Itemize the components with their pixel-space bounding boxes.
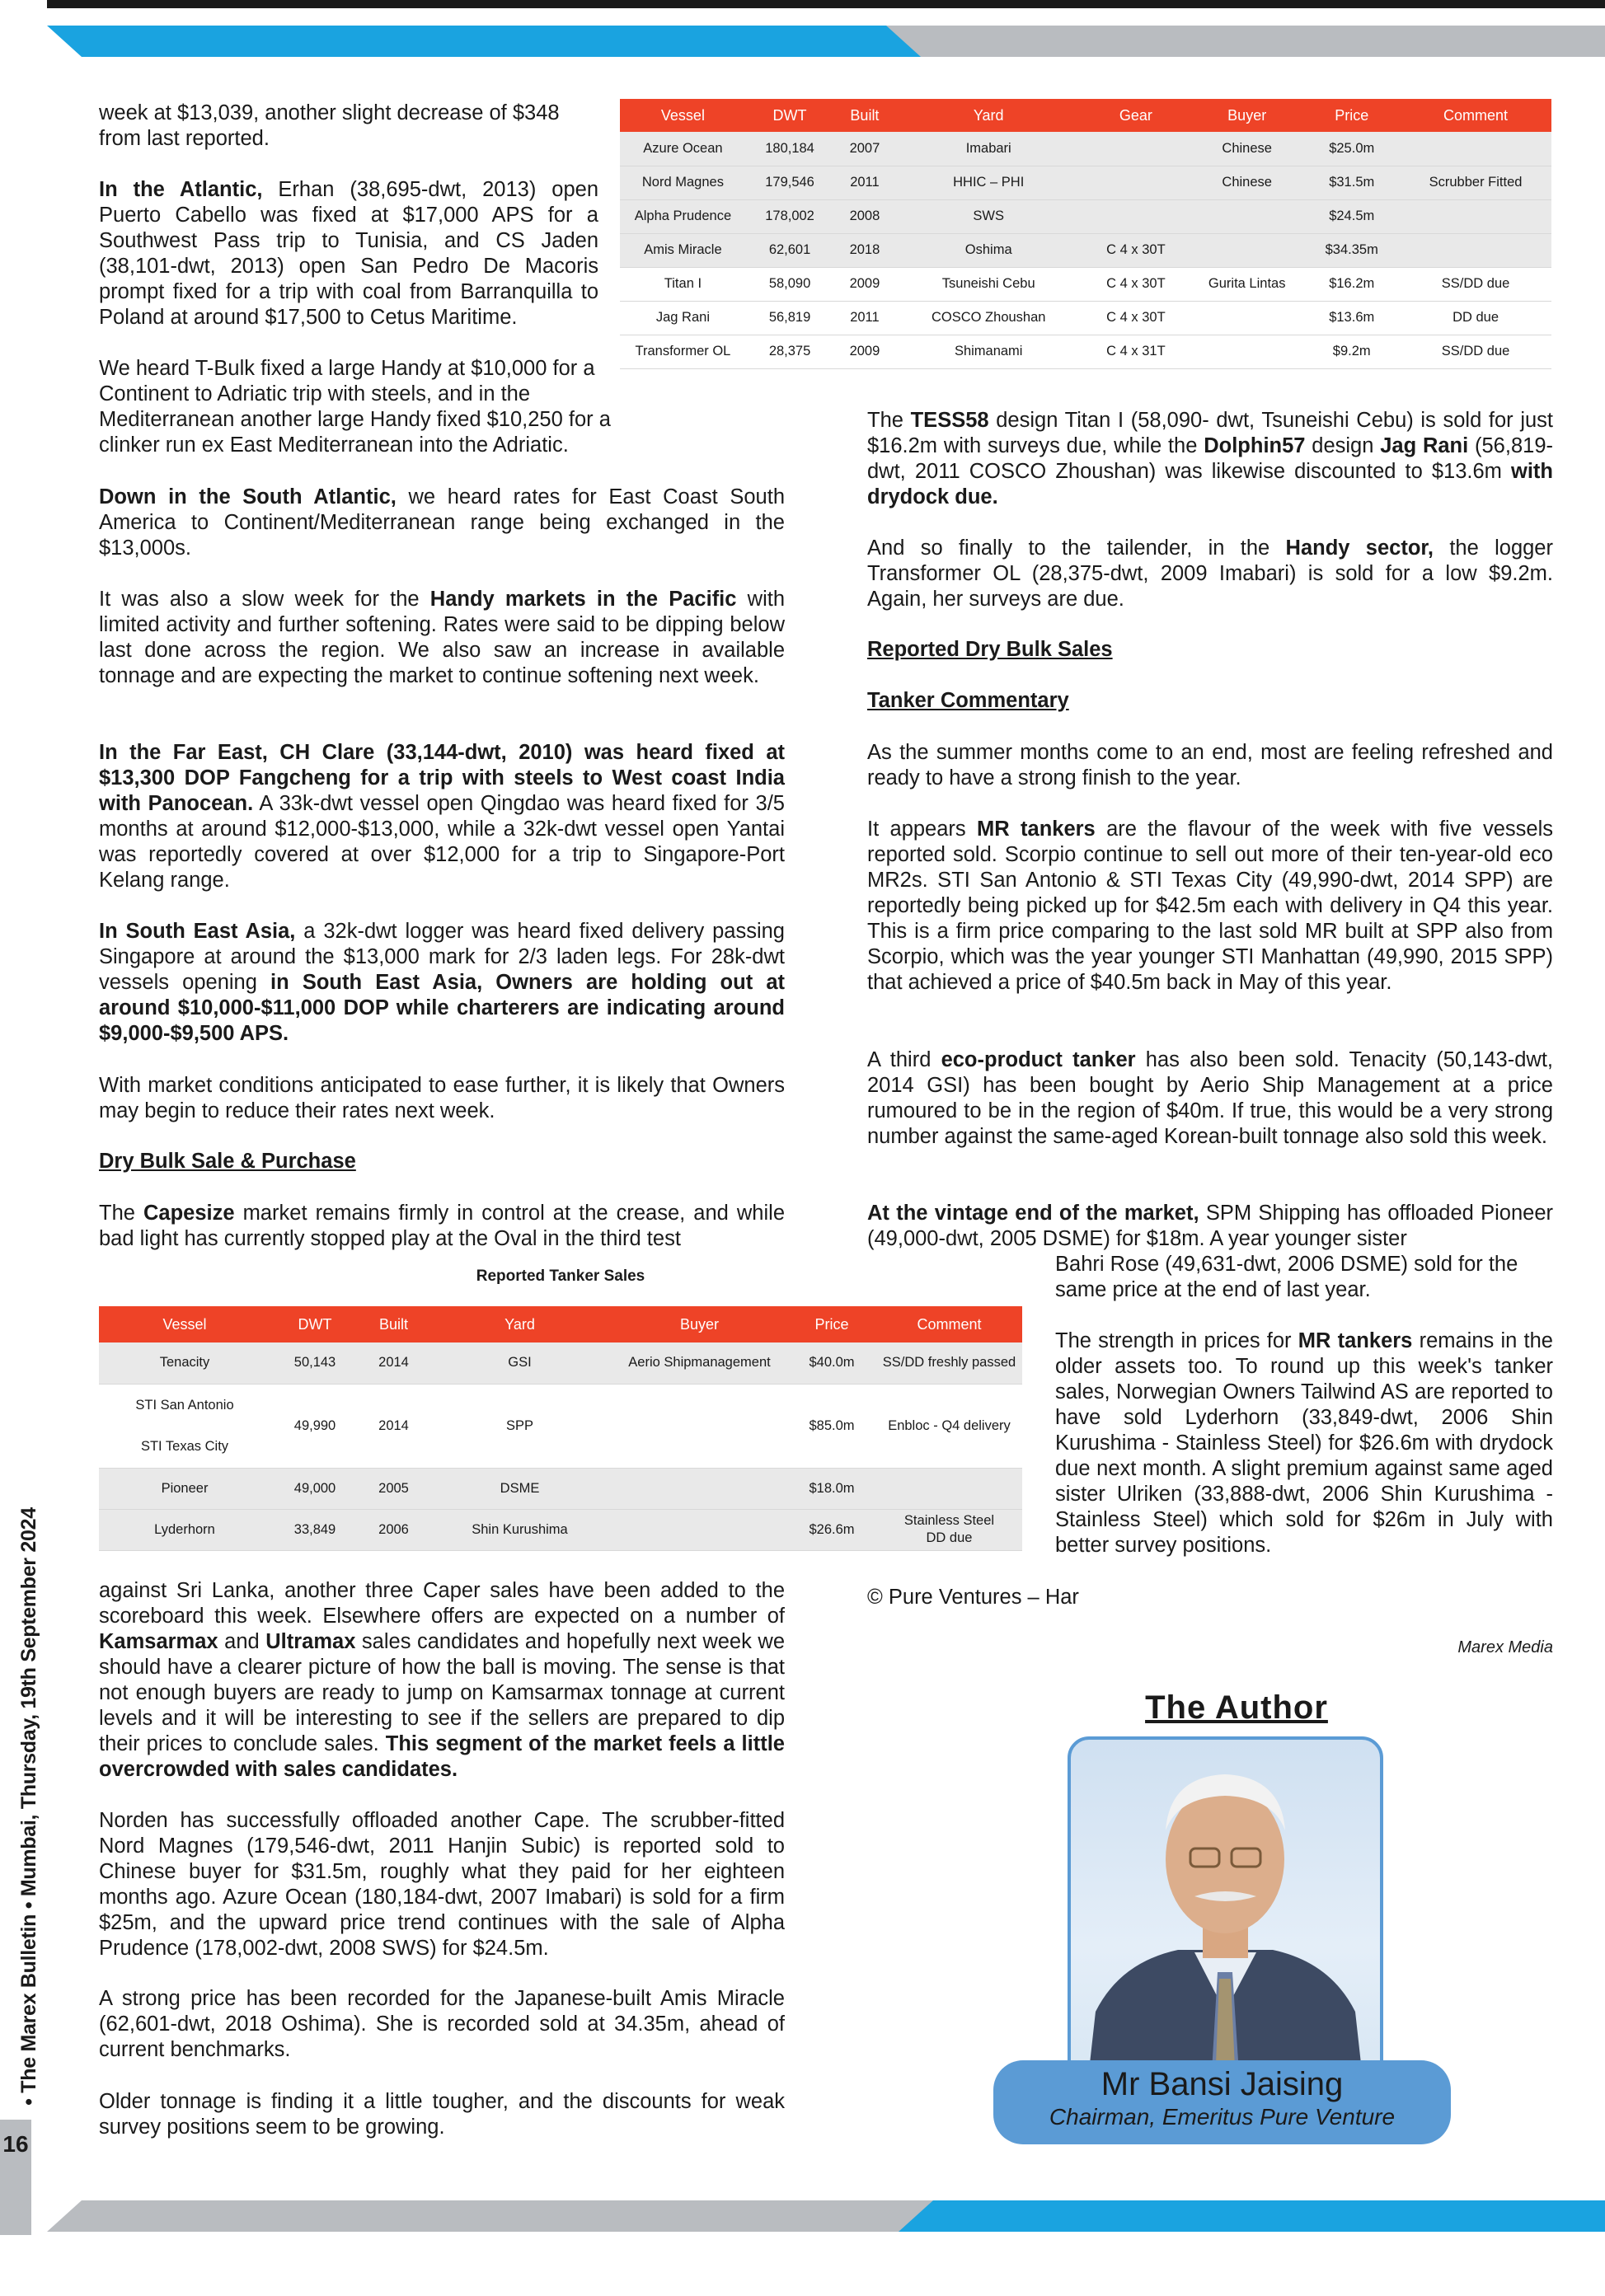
table-cell [612, 1468, 787, 1509]
table-cell: Jag Rani [620, 301, 746, 335]
table-row [99, 1342, 1022, 1384]
table-cell: Scrubber Fitted [1400, 166, 1551, 199]
table-cell [1190, 335, 1303, 368]
col-header: Vessel [99, 1306, 270, 1342]
paragraph [867, 1201, 1553, 1252]
table-cell: Aerio Shipmanagement [612, 1342, 787, 1384]
header-stripe-blue [47, 26, 955, 57]
table-cell [876, 1468, 1022, 1509]
table-row [99, 1468, 1022, 1509]
table-cell: C 4 x 30T [1082, 267, 1190, 301]
header-stripe-grey [886, 26, 1605, 57]
table-cell [612, 1384, 787, 1468]
text: has also been sold. Tenacity (50,143-dwt, 2014 GSI) has been bought by Aerio Ship Management at a price rumoured to be in the region of $40m. If true, this would be a very strong number against the same-aged Korean-built tonnage also sold this week. [867, 1048, 1553, 1148]
bold-phrase: Kamsarmax [99, 1630, 218, 1653]
table-cell: 58,090 [746, 267, 833, 301]
table-cell: 62,601 [746, 233, 833, 267]
table-cell: HHIC – PHI [896, 166, 1082, 199]
text: market remains firmly in control at the crease, and while bad light has currently stopped play at the Oval in the third test [99, 1202, 785, 1250]
col-header: DWT [270, 1306, 359, 1342]
table-cell [1190, 233, 1303, 267]
text: against Sri Lanka, another three Caper sales have been added to the scoreboard this week. Elsewhere offers are expected on a number of [99, 1579, 785, 1628]
author-photo [1068, 1736, 1383, 2089]
bold-phrase: Dolphin57 [1204, 434, 1306, 457]
table-cell: 2005 [359, 1468, 428, 1509]
table-cell [1400, 132, 1551, 166]
table-cell: 56,819 [746, 301, 833, 335]
text: with limited activity and further softening. Rates were said to be dipping below last done across the region. We also saw an increase in available tonnage and are expecting the market to continue softening next week. [99, 588, 785, 687]
table-cell: $13.6m [1303, 301, 1400, 335]
text: SPM Shipping has offloaded Pioneer (49,000-dwt, 2005 DSME) for $18m. A year younger sister [867, 1202, 1554, 1250]
table-cell: Lyderhorn [99, 1509, 270, 1550]
table-cell: Nord Magnes [620, 166, 746, 199]
col-header: Yard [428, 1306, 612, 1342]
paragraph: We heard T-Bulk fixed a large Handy at $10,000 for a Continent to Adriatic trip with steels, and in the Mediterranean another large Handy fixed $10,250 for a clinker run ex East Mediterranean into the Adriatic. [99, 357, 611, 457]
author-heading: The Author [1145, 1689, 1328, 1726]
section-heading-dry-bulk-sale: Dry Bulk Sale & Purchase [99, 1150, 356, 1173]
paragraph [99, 1201, 785, 1252]
text: sales candidates and hopefully next week we should have a clearer picture of how the ball is moving. The sense is that not enough buyers are ready to jump on Kamsarmax tonnage at current levels and it will be interesting to see if the sellers are prepared to dip their prices to conclude sales. [99, 1630, 785, 1755]
table-cell: 180,184 [746, 132, 833, 166]
bold-phrase: MR tankers [977, 818, 1096, 841]
col-header: Comment [1400, 99, 1551, 132]
top-rule [47, 0, 1605, 8]
bold-lead: In the Far East, CH Clare (33,144-dwt, 2010) was heard fixed at $13,300 DOP Fangcheng for a trip with steels to West coast India with Panocean. [99, 741, 785, 815]
paragraph: Bahri Rose (49,631-dwt, 2006 DSME) sold for the same price at the end of last year. [1055, 1253, 1518, 1301]
table-cell: 2011 [833, 301, 895, 335]
table-cell: DSME [428, 1468, 612, 1509]
table-cell [1082, 199, 1190, 233]
table-cell: 28,375 [746, 335, 833, 368]
table-cell: 2006 [359, 1509, 428, 1550]
table-cell: 2008 [833, 199, 895, 233]
table-row [620, 233, 1551, 267]
comment-line: Stainless Steel [903, 1513, 995, 1528]
paragraph [99, 740, 785, 893]
table-cell [1190, 301, 1303, 335]
table-cell: $24.5m [1303, 199, 1400, 233]
vessel-name: STI San Antonio [135, 1398, 234, 1413]
paragraph: week at $13,039, another slight decrease of $348 from last reported. [99, 101, 560, 150]
bold-phrase: eco-product tanker [941, 1048, 1136, 1071]
text: are the flavour of the week with five vessels reported sold. Scorpio continue to sell out more of their ten-year-old eco MR2s. STI San Antonio & STI Texas City (49,990-dwt, 2014 SPP) are reportedly being picked up for $42.5m each with delivery in Q4 this year. This is a firm price comparing to the last sold MR built at SPP also from Scorpio, which was the year younger STI Manhattan (49,990, 2015 SPP) that achieved a price of $40.5m back in May of this year. [867, 818, 1553, 994]
comment-line: DD due [926, 1530, 973, 1545]
table-cell: Amis Miracle [620, 233, 746, 267]
bold-phrase: Handy markets in the Pacific [429, 588, 737, 611]
tanker-sales-table [99, 1306, 1022, 1551]
section-heading-tanker-commentary: Tanker Commentary [867, 689, 1069, 712]
table-cell: Shin Kurushima [428, 1509, 612, 1550]
publication-sidebar: • The Marex Bulletin • Mumbai, Thursday, 19th September 2024 [17, 1507, 40, 2106]
bold-phrase: TESS58 [910, 409, 989, 432]
text: The [99, 1202, 143, 1225]
text: It was also a slow week for the [99, 588, 430, 611]
author-portrait-icon [1071, 1740, 1380, 2086]
text: design [1305, 434, 1381, 457]
table-cell: $9.2m [1303, 335, 1400, 368]
bold-lead: In the Atlantic, [99, 178, 263, 201]
tanker-table-title: Reported Tanker Sales [476, 1267, 645, 1285]
text: And so finally to the tailender, in the [867, 537, 1286, 560]
table-row [620, 335, 1551, 368]
table-cell: SS/DD freshly passed [876, 1342, 1022, 1384]
text: The strength in prices for [1055, 1329, 1298, 1352]
bold-lead: In South East Asia, [99, 920, 296, 943]
text: a 32k-dwt logger was heard fixed delivery passing Singapore at around the $13,000 mark for 2/3 laden legs. For 28k-dwt vessels opening [99, 920, 785, 994]
col-header: Built [833, 99, 895, 132]
table-row [620, 132, 1551, 166]
bold-lead: Down in the South Atlantic, [99, 485, 397, 508]
table-cell [1400, 199, 1551, 233]
table-cell: 178,002 [746, 199, 833, 233]
paragraph: A strong price has been recorded for the Japanese-built Amis Miracle (62,601-dwt, 2018 Oshima). She is recorded sold at 34.35m, ahead of current benchmarks. [99, 1987, 785, 2061]
table-cell: 49,990 [270, 1384, 359, 1468]
table-cell: $34.35m [1303, 233, 1400, 267]
table-row [99, 1509, 1022, 1550]
table-cell: Imabari [896, 132, 1082, 166]
table-row [99, 1384, 1022, 1468]
table-cell [1082, 166, 1190, 199]
table-cell: Tsuneishi Cebu [896, 267, 1082, 301]
table-cell: $26.6m [787, 1509, 876, 1550]
bold-phrase: Ultramax [265, 1630, 356, 1653]
paragraph [867, 408, 1553, 510]
table-cell: COSCO Zhoushan [896, 301, 1082, 335]
col-header: DWT [746, 99, 833, 132]
table-cell [99, 1384, 270, 1468]
bold-phrase: MR tankers [1298, 1329, 1413, 1352]
table-cell [1082, 132, 1190, 166]
table-cell: $18.0m [787, 1468, 876, 1509]
col-header: Built [359, 1306, 428, 1342]
bold-phrase: Handy sector, [1285, 537, 1434, 560]
paragraph [867, 536, 1553, 612]
page-number: 16 [2, 2131, 29, 2157]
table-cell: C 4 x 30T [1082, 301, 1190, 335]
table-cell: Tenacity [99, 1342, 270, 1384]
table-cell: SWS [896, 199, 1082, 233]
table-cell: Pioneer [99, 1468, 270, 1509]
table-cell: $25.0m [1303, 132, 1400, 166]
bold-phrase: This segment of the market feels a little overcrowded with sales candidates. [99, 1732, 785, 1781]
paragraph [99, 919, 785, 1047]
table-cell: Azure Ocean [620, 132, 746, 166]
author-nameplate [993, 2060, 1451, 2144]
table-cell: 2014 [359, 1384, 428, 1468]
table-cell: SS/DD due [1400, 335, 1551, 368]
copyright-line: © Pure Ventures – Har [867, 1586, 1079, 1609]
table-row [620, 166, 1551, 199]
paragraph [99, 485, 785, 561]
table-cell: 49,000 [270, 1468, 359, 1509]
paragraph: With market conditions anticipated to ease further, it is likely that Owners may begin to reduce their rates next week. [99, 1074, 785, 1122]
author-name: Mr Bansi Jaising [1101, 2066, 1344, 2102]
paragraph: As the summer months come to an end, most are feeling refreshed and ready to have a strong finish to the year. [867, 741, 1553, 790]
text: the logger Transformer OL (28,375-dwt, 2009 Imabari) is sold for a low $9.2m. Again, her surveys are due. [867, 537, 1553, 611]
text: we heard rates for East Coast South America to Continent/Mediterranean range being exchanged in the $13,000s. [99, 485, 786, 560]
table-cell: 2007 [833, 132, 895, 166]
table-cell: Shimanami [896, 335, 1082, 368]
bold-lead: At the vintage end of the market, [867, 1202, 1199, 1225]
table-cell: SS/DD due [1400, 267, 1551, 301]
table-header-row [99, 1306, 1022, 1342]
text: It appears [867, 818, 978, 841]
table-header-row [620, 99, 1551, 132]
col-header: Buyer [1190, 99, 1303, 132]
bold-phrase: in South East Asia, Owners are holding out at around $10,000-$11,000 DOP while charterers are indicating around $9,000-$9,500 APS. [99, 971, 785, 1045]
table-cell: 50,143 [270, 1342, 359, 1384]
table-cell: 2011 [833, 166, 895, 199]
section-heading-reported-dry-bulk-sales: Reported Dry Bulk Sales [867, 638, 1113, 661]
table-cell: 2018 [833, 233, 895, 267]
table-cell: 179,546 [746, 166, 833, 199]
author-title: Chairman, Emeritus Pure Venture [1049, 2104, 1396, 2130]
text: design Titan I (58,090- dwt, Tsuneishi Cebu) is sold for just $16.2m with surveys due, while the [867, 409, 1554, 457]
text: (56,819-dwt, 2011 COSCO Zhoushan) was likewise discounted to $13.6m [867, 434, 1553, 483]
col-header: Gear [1082, 99, 1190, 132]
table-cell: 2009 [833, 335, 895, 368]
col-header: Yard [896, 99, 1082, 132]
table-cell: 2009 [833, 267, 895, 301]
table-cell [1400, 233, 1551, 267]
table-cell: GSI [428, 1342, 612, 1384]
table-cell: 2014 [359, 1342, 428, 1384]
table-cell: 33,849 [270, 1509, 359, 1550]
table-cell: C 4 x 31T [1082, 335, 1190, 368]
paragraph [99, 587, 785, 689]
paragraph: Older tonnage is finding it a little tougher, and the discounts for weak survey positions seem to be growing. [99, 2090, 785, 2139]
bold-phrase: Capesize [143, 1202, 235, 1225]
table-cell: Chinese [1190, 132, 1303, 166]
paragraph [867, 817, 1553, 996]
table-cell: $40.0m [787, 1342, 876, 1384]
text: A third [867, 1048, 941, 1071]
table-cell [1190, 199, 1303, 233]
table-cell: Titan I [620, 267, 746, 301]
table-cell: SPP [428, 1384, 612, 1468]
table-cell: $31.5m [1303, 166, 1400, 199]
text: A 33k-dwt vessel open Qingdao was heard fixed for 3/5 months at around $12,000-$13,000, while a 32k-dwt vessel open Yantai was reportedly covered at over $12,000 for a trip to Singapore-Port Kelang range. [99, 792, 785, 892]
text: Erhan (38,695-dwt, 2013) open Puerto Cabello was fixed at $17,000 APS for a Southwest Pass trip to Tunisia, and CS Jaden (38,101-dwt, 2013) open San Pedro De Macoris prompt fixed for a trip with coal from Barranquilla to Poland at around $17,500 to Cetus Maritime. [99, 178, 599, 329]
col-header: Vessel [620, 99, 746, 132]
paragraph [99, 1578, 785, 1783]
table-cell: Gurita Lintas [1190, 267, 1303, 301]
paragraph [99, 177, 598, 330]
col-header: Buyer [612, 1306, 787, 1342]
table-row [620, 301, 1551, 335]
table-cell: $16.2m [1303, 267, 1400, 301]
table-cell: Chinese [1190, 166, 1303, 199]
bold-phrase: Jag Rani [1380, 434, 1469, 457]
table-row [620, 267, 1551, 301]
dry-bulk-sales-table [620, 99, 1551, 369]
table-cell: $85.0m [787, 1384, 876, 1468]
table-cell: C 4 x 30T [1082, 233, 1190, 267]
bold-phrase: with drydock due. [867, 460, 1553, 508]
paragraph [1055, 1328, 1553, 1558]
vessel-name: STI Texas City [140, 1439, 229, 1454]
marex-media-credit: Marex Media [1457, 1638, 1553, 1656]
paragraph: Norden has successfully offloaded another Cape. The scrubber-fitted Nord Magnes (179,546-dwt, 2011 Hanjin Subic) is reported sold to Chinese buyer for $31.5m, roughly what they paid for her eighteen months ago. Azure Ocean (180,184-dwt, 2007 Imabari) is sold for a firm $25m, and the upward price trend continues with the sale of Alpha Prudence (178,002-dwt, 2008 SWS) for $24.5m. [99, 1809, 785, 1960]
table-cell: Alpha Prudence [620, 199, 746, 233]
table-cell: Transformer OL [620, 335, 746, 368]
footer-stripe-blue [899, 2200, 1605, 2232]
table-cell: Oshima [896, 233, 1082, 267]
col-header: Comment [876, 1306, 1022, 1342]
text: The [867, 409, 911, 432]
text: remains in the older assets too. To round up this week's tanker sales, Norwegian Owners Tailwind AS are reported to have sold Lyderhorn (33,849-dwt, 2006 Shin Kurushima - Stainless Steel) for $26.6m with drydock due next month. A slight premium against same aged sister Ulriken (33,888-dwt, 2006 Shin Kurushima - Stainless Steel) which sold for $26m in July with better survey positions. [1055, 1329, 1553, 1557]
paragraph [867, 1047, 1553, 1150]
table-cell: Enbloc - Q4 delivery [876, 1384, 1022, 1468]
footer-stripe-grey [47, 2200, 954, 2232]
table-cell [876, 1509, 1022, 1550]
col-header: Price [787, 1306, 876, 1342]
table-cell: DD due [1400, 301, 1551, 335]
table-row [620, 199, 1551, 233]
text: and [218, 1630, 266, 1653]
table-cell [612, 1509, 787, 1550]
col-header: Price [1303, 99, 1400, 132]
